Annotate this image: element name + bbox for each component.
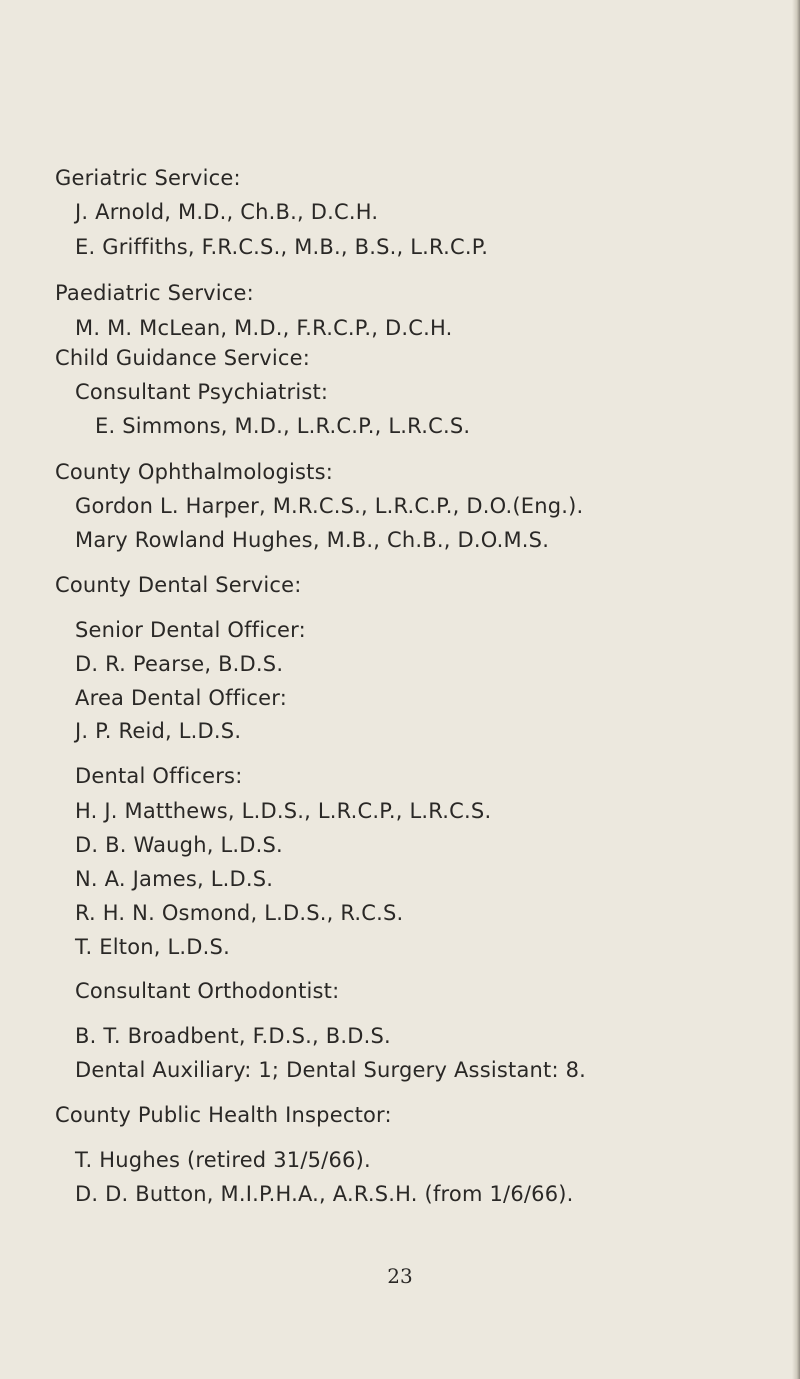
- dental-heading: County Dental Service:: [55, 573, 302, 597]
- ophthalmologists-entry: Mary Rowland Hughes, M.B., Ch.B., D.O.M.S.: [75, 528, 550, 552]
- child-guidance-subheading: Consultant Psychiatrist:: [75, 380, 329, 404]
- orthodontist-heading: Consultant Orthodontist:: [75, 979, 340, 1003]
- geriatric-entry: J. Arnold, M.D., Ch.B., D.C.H.: [75, 200, 379, 224]
- dental-officer-entry: R. H. N. Osmond, L.D.S., R.C.S.: [75, 901, 404, 925]
- paediatric-heading: Paediatric Service:: [55, 281, 254, 305]
- dental-officer-entry: T. Elton, L.D.S.: [75, 935, 230, 959]
- dental-officer-entry: D. B. Waugh, L.D.S.: [75, 833, 283, 857]
- ophthalmologists-entry: Gordon L. Harper, M.R.C.S., L.R.C.P., D.O.(Eng.).: [75, 494, 584, 518]
- public-health-entry: D. D. Button, M.I.P.H.A., A.R.S.H. (from 1/6/66).: [75, 1182, 574, 1206]
- senior-dental-entry: D. R. Pearse, B.D.S.: [75, 652, 284, 676]
- geriatric-entry: E. Griffiths, F.R.C.S., M.B., B.S., L.R.C.P.: [75, 235, 489, 259]
- dental-auxiliary-note: Dental Auxiliary: 1; Dental Surgery Assistant: 8.: [75, 1058, 587, 1082]
- dental-officer-entry: H. J. Matthews, L.D.S., L.R.C.P., L.R.C.S.: [75, 799, 492, 823]
- dental-officers-heading: Dental Officers:: [75, 764, 243, 788]
- area-dental-entry: J. P. Reid, L.D.S.: [75, 719, 242, 743]
- area-dental-heading: Area Dental Officer:: [75, 686, 287, 710]
- child-guidance-heading: Child Guidance Service:: [55, 346, 311, 370]
- geriatric-heading: Geriatric Service:: [55, 166, 241, 190]
- orthodontist-entry: B. T. Broadbent, F.D.S., B.D.S.: [75, 1024, 391, 1048]
- child-guidance-entry: E. Simmons, M.D., L.R.C.P., L.R.C.S.: [95, 414, 471, 438]
- senior-dental-heading: Senior Dental Officer:: [75, 618, 306, 642]
- paediatric-entry: M. M. McLean, M.D., F.R.C.P., D.C.H.: [75, 316, 453, 340]
- ophthalmologists-heading: County Ophthalmologists:: [55, 460, 334, 484]
- page-edge-shadow: [792, 0, 800, 1379]
- page-number: 23: [387, 1264, 413, 1288]
- public-health-entry: T. Hughes (retired 31/5/66).: [75, 1148, 371, 1172]
- public-health-heading: County Public Health Inspector:: [55, 1103, 392, 1127]
- dental-officer-entry: N. A. James, L.D.S.: [75, 867, 274, 891]
